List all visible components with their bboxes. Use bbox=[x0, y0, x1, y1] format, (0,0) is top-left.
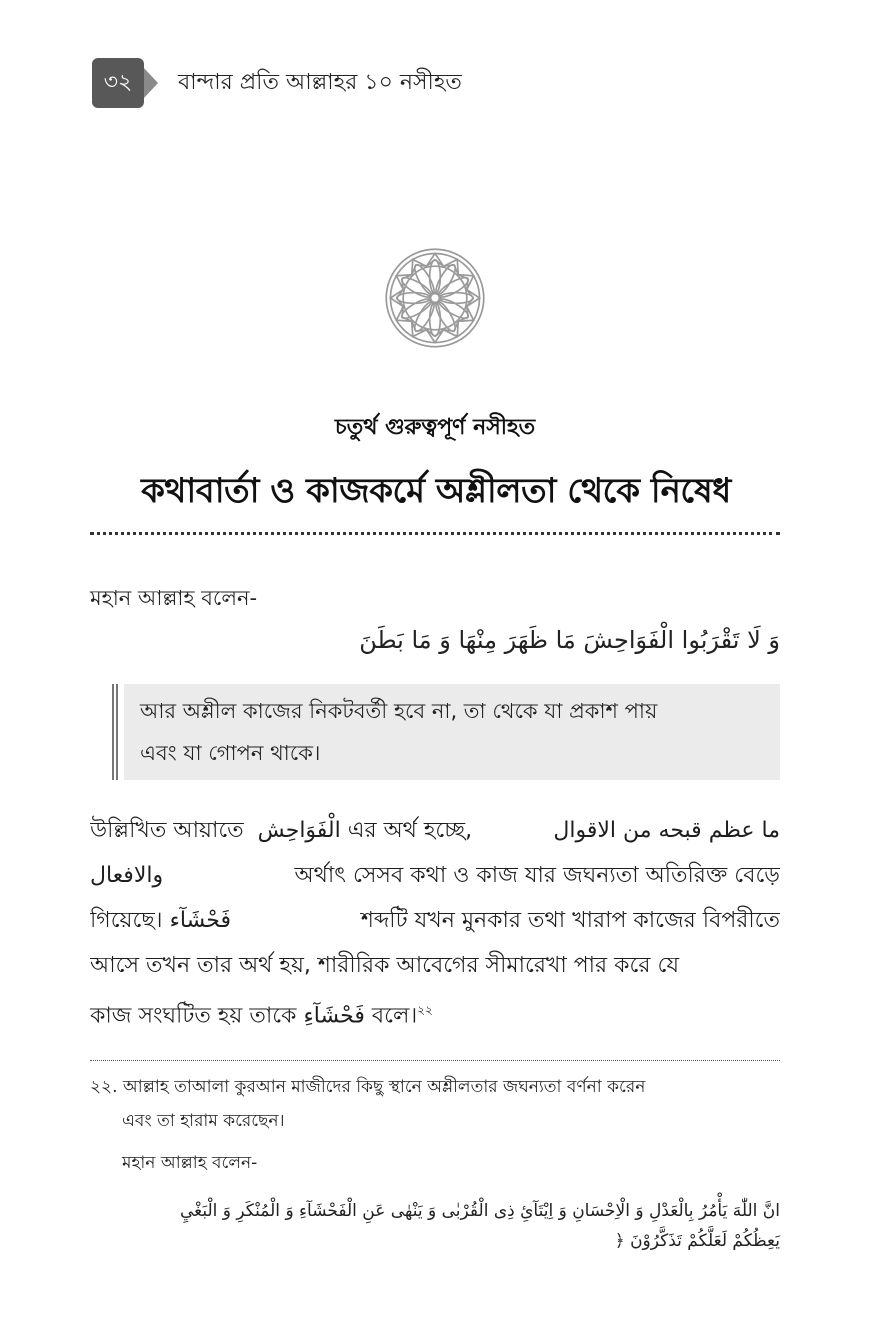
arabic-term: ما عظم قبحه من الاقوال bbox=[553, 818, 780, 843]
page-number-badge bbox=[92, 58, 144, 108]
footnote-arabic-line-1: انَّ اللّٰهَ يَأْمُرُ بِالْعَدْلِ وَ الْاِحْسَانِ وَ اِيْتَآئِ ذِى الْقُرْبٰى وَ يَنْهٰى عَنِ الْفَحْشَآءِ وَ الْمُنْكَرِ وَ الْبَغْيِ bbox=[179, 1201, 780, 1221]
arabic-verse: وَ لَا تَقْرَبُوا الْفَوَاحِشَ مَا ظَهَرَ مِنْهَا وَ مَا بَطَنَ bbox=[359, 626, 780, 654]
page-number: ৩২ bbox=[103, 69, 133, 95]
paragraph-line-3 bbox=[90, 898, 780, 943]
text-fragment: শব্দটি যখন মুনকার তথা খারাপ কাজের বিপরীতে bbox=[360, 908, 780, 933]
text-fragment: অর্থাৎ সেসব কথা ও কাজ যার জঘন্যতা অতিরিক্ত বেড়ে bbox=[294, 863, 780, 888]
footnote-arabic-verse bbox=[120, 1196, 780, 1256]
text-fragment: বলে। bbox=[371, 1003, 418, 1029]
chapter-label: চতুর্থ গুরুত্বপূর্ণ নসীহত bbox=[334, 415, 536, 440]
paragraph-line-1 bbox=[90, 808, 780, 853]
chapter-title: কথাবার্তা ও কাজকর্মে অশ্লীলতা থেকে নিষেধ bbox=[141, 471, 731, 511]
text-fragment: কাজ সংঘটিত হয় তাকে bbox=[90, 1003, 297, 1029]
footnote-22 bbox=[90, 1070, 780, 1138]
footnote-reference[interactable]: ২২ bbox=[417, 1003, 433, 1017]
rosette-ornament-icon bbox=[382, 245, 488, 351]
footnote-arabic-line-2: يَعِظُكُمْ لَعَلَّكُمْ تَذَكَّرُوْنَ ﴿ bbox=[614, 1231, 780, 1251]
title-divider bbox=[90, 532, 780, 535]
arabic-term: والافعال bbox=[90, 863, 164, 888]
book-title: বান্দার প্রতি আল্লাহর ১০ নসীহত bbox=[178, 69, 462, 95]
paragraph-line-5 bbox=[90, 988, 780, 1038]
running-header bbox=[92, 58, 462, 108]
footnote-verse-intro: মহান আল্লাহ বলেন- bbox=[122, 1153, 258, 1173]
arabic-term: فَحْشَآء bbox=[169, 908, 231, 933]
footnote-divider bbox=[90, 1060, 780, 1061]
badge-arrow-icon bbox=[143, 67, 158, 99]
paragraph-line-2 bbox=[90, 853, 780, 898]
translation-quote bbox=[112, 684, 780, 780]
quote-line-2: এবং যা গোপন থাকে। bbox=[140, 741, 321, 765]
text-fragment: গিয়েছে। bbox=[90, 908, 163, 933]
footnote-line-1: ২২. আল্লাহ তাআলা কুরআন মাজীদের কিছু স্থানে অশ্লীলতার জঘন্যতা বর্ণনা করেন bbox=[90, 1077, 646, 1097]
quote-bar bbox=[112, 684, 118, 780]
text-fragment: উল্লিখিত আয়াতে bbox=[90, 818, 244, 843]
arabic-term: فَحْشَآءِ bbox=[303, 1003, 365, 1029]
text-fragment: এর অর্থ হচ্ছে, bbox=[347, 818, 473, 843]
arabic-term: الْفَوَاحِش bbox=[257, 818, 341, 843]
quote-text bbox=[124, 684, 780, 780]
verse-intro: মহান আল্লাহ বলেন- bbox=[90, 586, 258, 610]
footnote-line-2: এবং তা হারাম করেছেন। bbox=[122, 1111, 285, 1131]
paragraph-line-4: আসে তখন তার অর্থ হয়, শারীরিক আবেগের সীমারেখা পার করে যে bbox=[90, 953, 680, 978]
quote-line-1: আর অশ্লীল কাজের নিকটবর্তী হবে না, তা থেকে যা প্রকাশ পায় bbox=[140, 699, 658, 723]
body-paragraph bbox=[90, 808, 780, 1038]
